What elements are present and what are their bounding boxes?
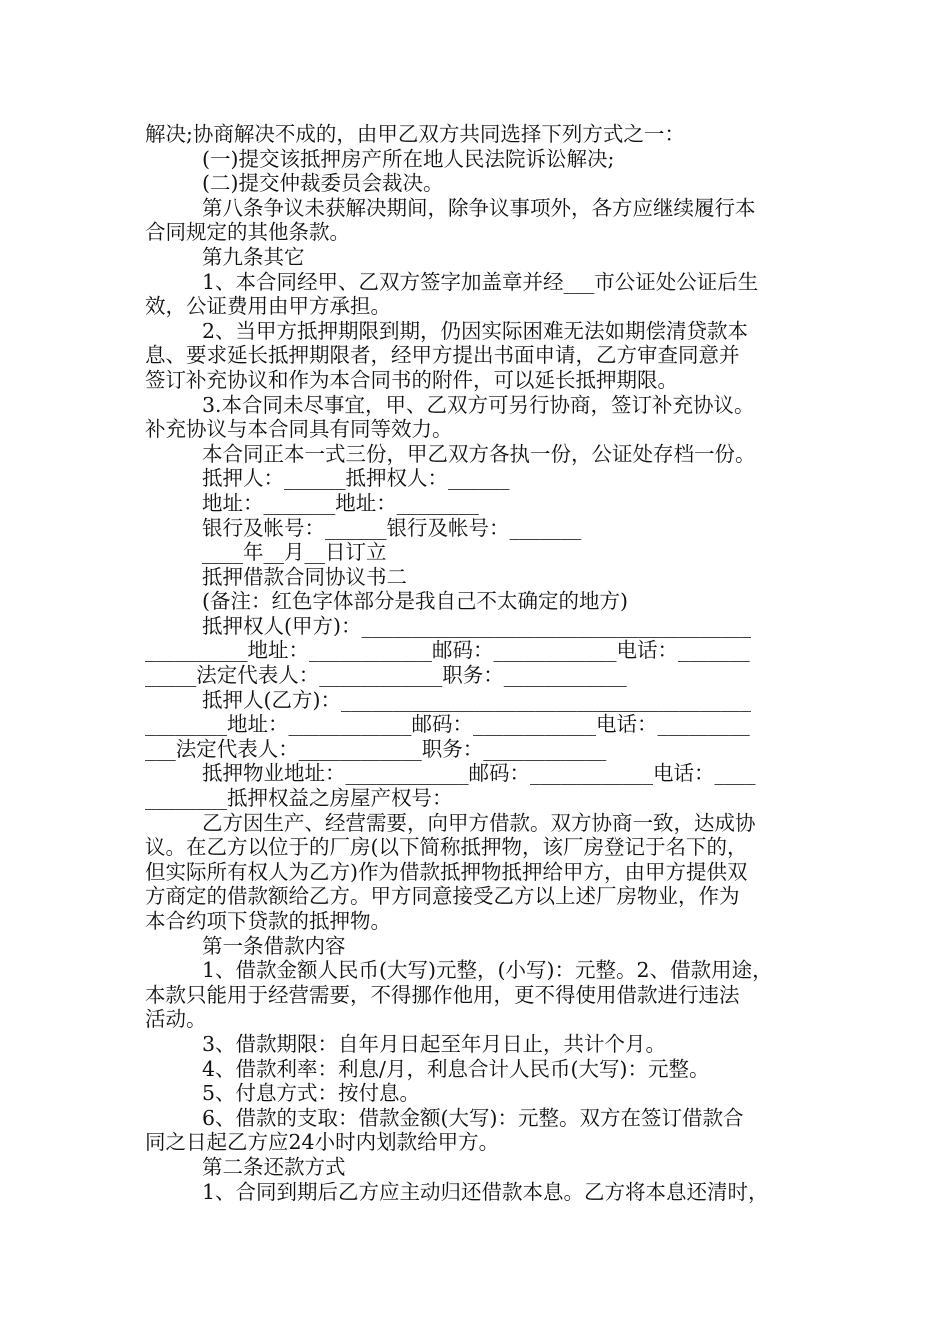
text-line: 本合同正本一式三份，甲乙双方各执一份，公证处存档一份。 [202, 441, 756, 466]
text-line: 活动。 [145, 1007, 207, 1032]
signature-line: 抵押人：______抵押权人：______ [202, 466, 510, 491]
text-line: 补充协议与本合同具有同等效力。 [145, 417, 453, 442]
document-page [145, 122, 807, 1204]
form-line: 抵押权人(甲方)：______________________________________ [202, 613, 751, 638]
text-line: 1、合同到期后乙方应主动归还借款本息。乙方将本息还清时， [202, 1179, 769, 1204]
section-heading: 第九条其它 [202, 244, 305, 269]
text-line: 合同规定的其他条款。 [145, 220, 350, 245]
text-line: (一)提交该抵押房产所在地人民法院诉讼解决; [202, 146, 615, 171]
text-line: 3、借款期限：自年月日起至年月日止，共计个月。 [202, 1031, 667, 1056]
text-line: 5、付息方式：按付息。 [202, 1081, 421, 1106]
form-line: 抵押物业地址：____________邮码：____________电话：____ [202, 761, 756, 786]
note-line: (备注：红色字体部分是我自己不太确定的地方) [202, 589, 628, 614]
text-line: (二)提交仲裁委员会裁决。 [202, 171, 444, 196]
form-line: ________地址：____________邮码：____________电话：_________ [145, 712, 750, 737]
form-line: _____法定代表人：____________职务：____________ [145, 663, 627, 688]
form-line: __________地址：____________邮码：____________电话：_______ [145, 638, 750, 663]
text-line: 解决;协商解决不成的，由甲乙双方共同选择下列方式之一： [145, 122, 685, 146]
text-line: 2、当甲方抵押期限到期，仍因实际困难无法如期偿清贷款本 [202, 318, 749, 343]
form-line: ________抵押权益之房屋产权号： [145, 786, 453, 811]
date-line: ____年__月__日订立 [202, 540, 387, 565]
text-line: 4、借款利率：利息/月，利息合计人民币(大写)：元整。 [202, 1056, 710, 1081]
text-line: 方商定的借款额给乙方。甲方同意接受乙方以上述厂房物业，作为 [145, 884, 740, 909]
text-line: 息、要求延长抵押期限者，经甲方提出书面申请，乙方审查同意并 [145, 343, 740, 368]
text-line: 3.本合同未尽事宜，甲、乙双方可另行协商，签订补充协议。 [202, 392, 755, 417]
text-line: 本款只能用于经营需要，不得挪作他用，更不得使用借款进行违法 [145, 982, 740, 1007]
text-line: 第八条争议未获解决期间，除争议事项外，各方应继续履行本 [202, 195, 756, 220]
signature-line: 银行及帐号：______银行及帐号：_______ [202, 515, 582, 540]
document-title: 抵押借款合同协议书二 [202, 564, 407, 589]
text-line: 议。在乙方以位于的厂房(以下简称抵押物，该厂房登记于名下的， [145, 835, 748, 860]
text-line: 签订补充协议和作为本合同书的附件，可以延长抵押期限。 [145, 367, 678, 392]
form-line: 抵押人(乙方)：________________________________________ [202, 687, 751, 712]
text-line: 同之日起乙方应24小时内划款给甲方。 [145, 1130, 500, 1155]
text-line: 本合约项下贷款的抵押物。 [145, 909, 391, 933]
text-line: 乙方因生产、经营需要，向甲方借款。双方协商一致，达成协 [202, 810, 756, 835]
section-heading: 第二条还款方式 [202, 1154, 346, 1179]
text-line: 1、本合同经甲、乙双方签字加盖章并经___市公证处公证后生 [202, 269, 759, 294]
section-heading: 第一条借款内容 [202, 933, 346, 958]
text-line: 1、借款金额人民币(大写)元整，(小写)：元整。2、借款用途， [202, 958, 773, 983]
text-line: 6、借款的支取：借款金额(大写)：元整。双方在签订借款合 [202, 1105, 744, 1130]
text-line: 效，公证费用由甲方承担。 [145, 294, 391, 319]
form-line: ___法定代表人：____________职务：____________ [145, 736, 607, 761]
signature-line: 地址：_______地址：________ [202, 490, 479, 515]
text-line: 但实际所有权人为乙方)作为借款抵押物抵押给甲方，由甲方提供双 [145, 859, 748, 884]
